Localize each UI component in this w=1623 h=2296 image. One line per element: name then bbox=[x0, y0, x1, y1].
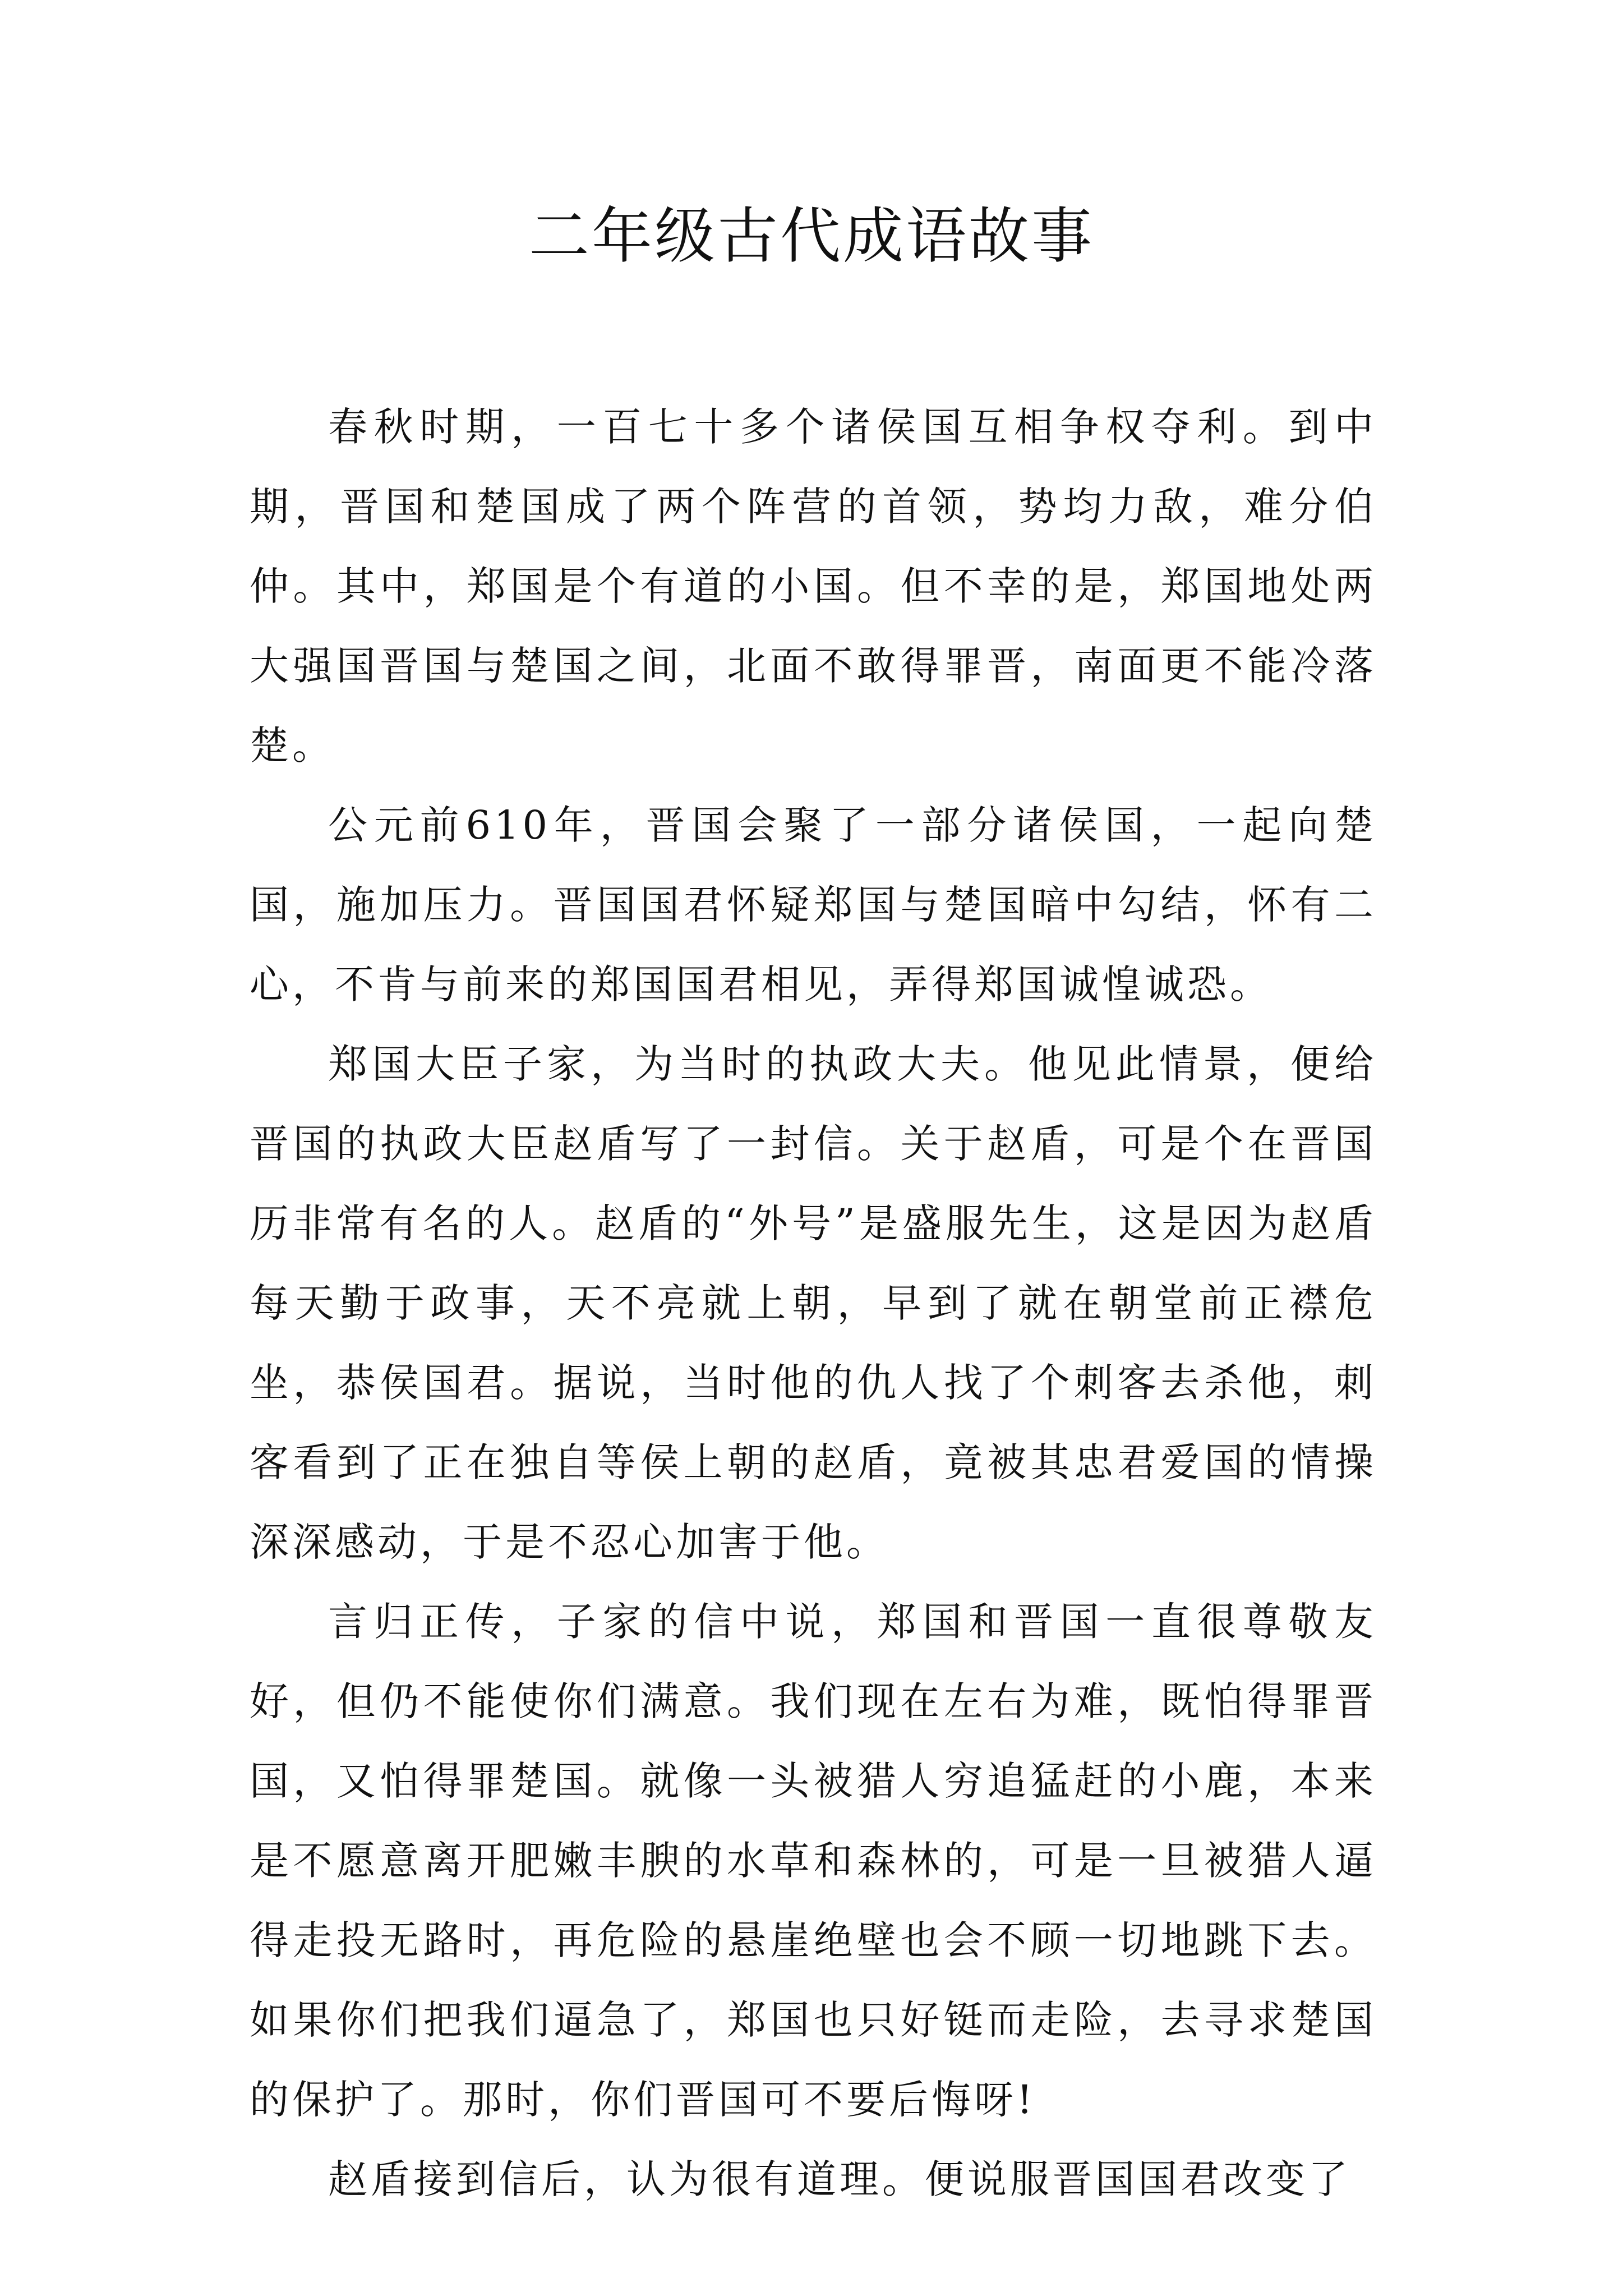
paragraph-3: 郑国大臣子家，为当时的执政大夫。他见此情景，便给晋国的执政大臣赵盾写了一封信。关于赵盾，可是个在晋国历非常有名的人。赵盾的“外号”是盛服先生，这是因为赵盾每天勤于政事，天不亮就上朝，早到了就在朝堂前正襟危坐，恭侯国君。据说，当时他的仇人找了个刺客去杀他，刺客看到了正在独自等侯上朝的赵盾，竟被其忠君爱国的情操深深感动，于是不忍心加害于他。 bbox=[250, 1041, 1377, 1565]
document-body bbox=[250, 387, 1377, 2219]
paragraph-4: 言归正传，子家的信中说，郑国和晋国一直很尊敬友好，但仍不能使你们满意。我们现在左右为难，既怕得罪晋国，又怕得罪楚国。就像一头被猎人穷追猛赶的小鹿，本来是不愿意离开肥嫩丰腴的水草和森林的，可是一旦被猎人逼得走投无路时，再危险的悬崖绝壁也会不顾一切地跳下去。如果你们把我们逼急了，郑国也只好铤而走险，去寻求楚国的保护了。那时，你们晋国可不要后悔呀! bbox=[250, 1599, 1377, 2123]
paragraph-2: 公元前610年，晋国会聚了一部分诸侯国，一起向楚国，施加压力。晋国国君怀疑郑国与楚国暗中勾结，怀有二心，不肯与前来的郑国国君相见，弄得郑国诚惶诚恐。 bbox=[250, 802, 1377, 1007]
paragraph-1: 春秋时期，一百七十多个诸侯国互相争权夺利。到中期，晋国和楚国成了两个阵营的首领，势均力敌，难分伯仲。其中，郑国是个有道的小国。但不幸的是，郑国地处两大强国晋国与楚国之间，北面不敢得罪晋，南面更不能冷落楚。 bbox=[250, 404, 1377, 769]
document-title: 二年级古代成语故事 bbox=[528, 201, 1094, 272]
paragraph-5: 赵盾接到信后，认为很有道理。便说服晋国国君改变了 bbox=[328, 2156, 1351, 2202]
